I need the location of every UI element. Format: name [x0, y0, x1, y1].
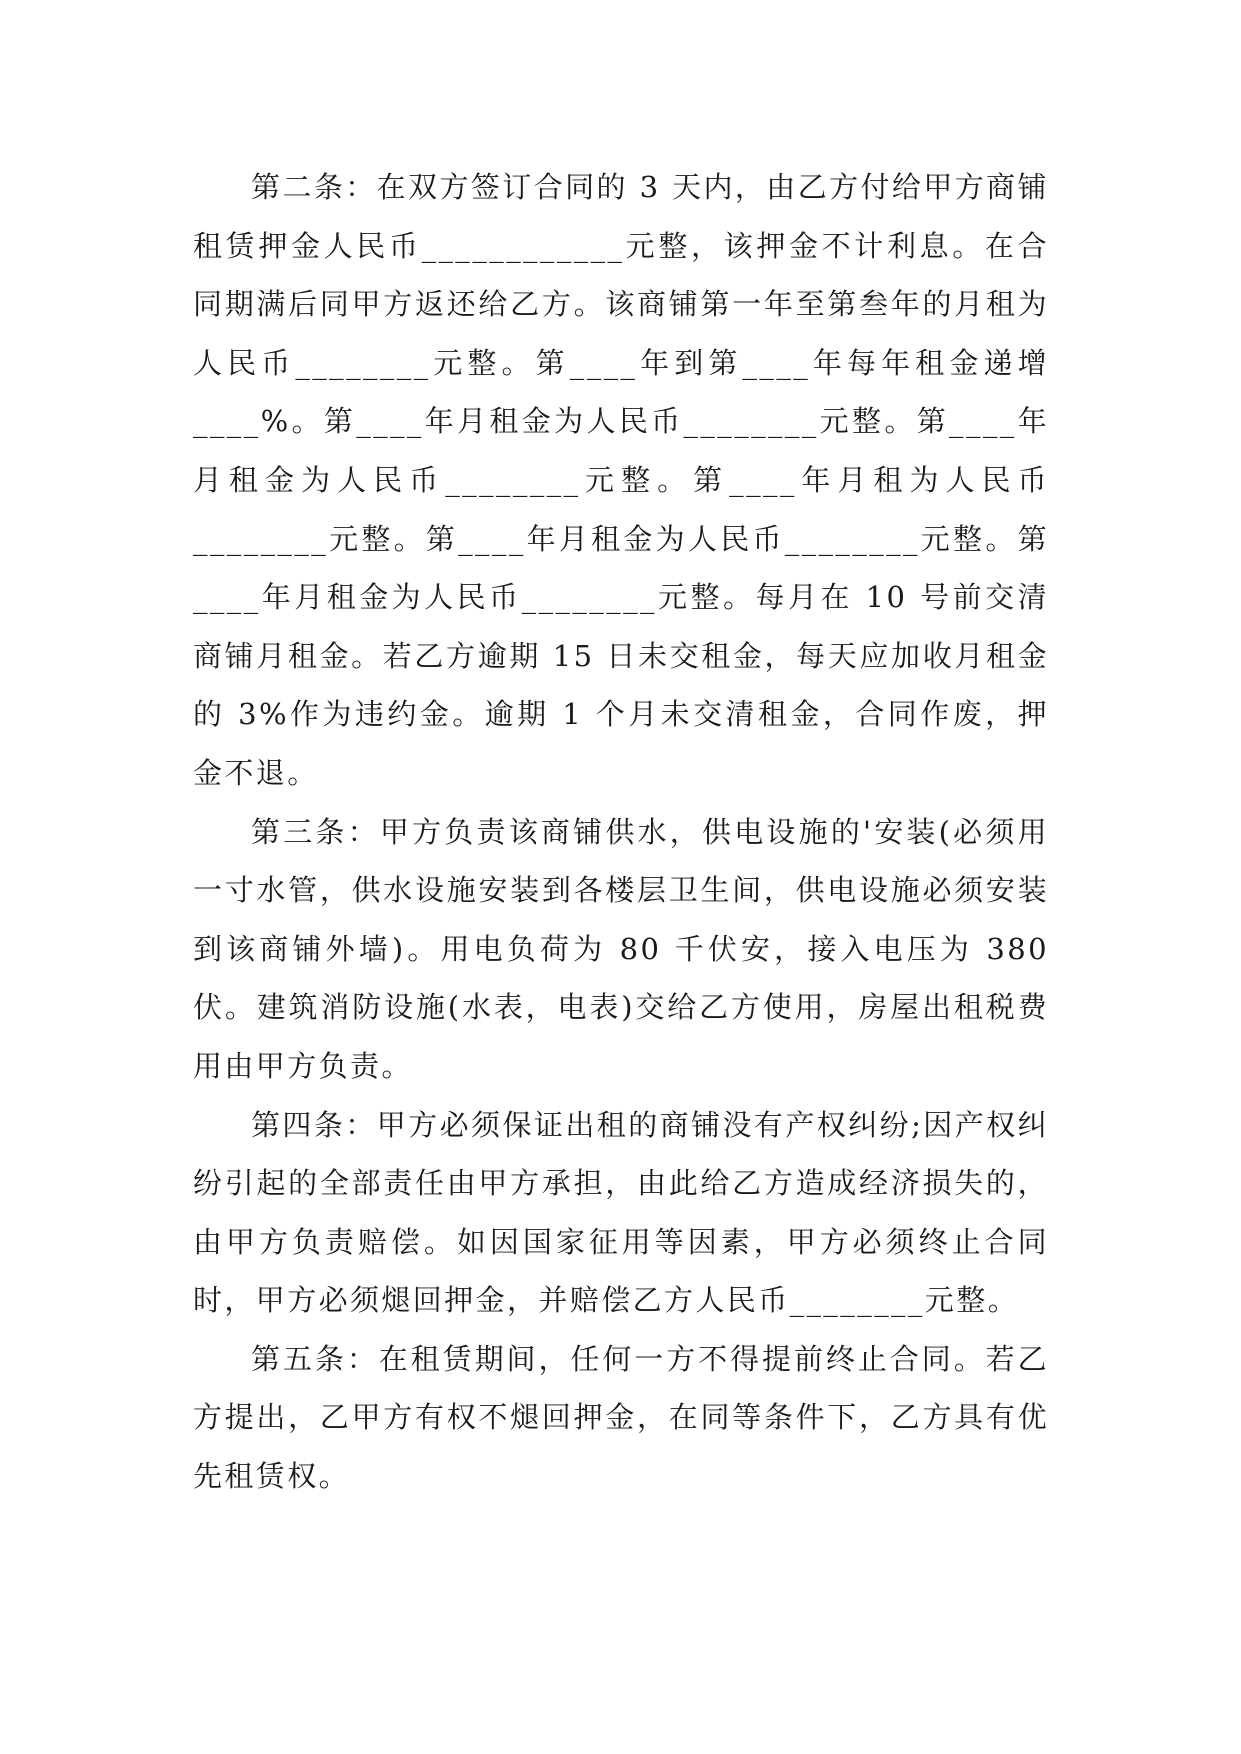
clause-5-paragraph: 第五条：在租赁期间，任何一方不得提前终止合同。若乙方提出，乙甲方有权不煺回押金，在同等条件下，乙方具有优先租赁权。 [193, 1341, 1049, 1494]
document-body [193, 158, 1049, 1506]
clause-2-paragraph: 第二条：在双方签订合同的 3 天内，由乙方付给甲方商铺租赁押金人民币____________元整，该押金不计利息。在合同期满后同甲方返还给乙方。该商铺第一年至第叁年的月租为人民币________元整。第____年到第____年每年租金递增____%。第____年月租金为人民币________元整。第____年月租金为人民币________元整。第____年月租为人民币________元整。第____年月租金为人民币________元整。第____年月租金为人民币________元整。每月在 10 号前交清商铺月租金。若乙方逾期 15 日未交租金，每天应加收月租金的 3%作为违约金。逾期 1 个月未交清租金，合同作废，押金不退。 [193, 170, 1049, 790]
clause-4-paragraph: 第四条：甲方必须保证出租的商铺没有产权纠纷;因产权纠纷引起的全部责任由甲方承担，由此给乙方造成经济损失的，由甲方负责赔偿。如因国家征用等因素，甲方必须终止合同时，甲方必须煺回押金，并赔偿乙方人民币________元整。 [193, 1107, 1049, 1318]
clause-3-paragraph: 第三条：甲方负责该商铺供水，供电设施的'安装(必须用一寸水管，供水设施安装到各楼层卫生间，供电设施必须安装到该商铺外墙)。用电负荷为 80 千伏安，接入电压为 380 伏。建筑消防设施(水表，电表)交给乙方使用，房屋出租税费用由甲方负责。 [193, 814, 1049, 1083]
